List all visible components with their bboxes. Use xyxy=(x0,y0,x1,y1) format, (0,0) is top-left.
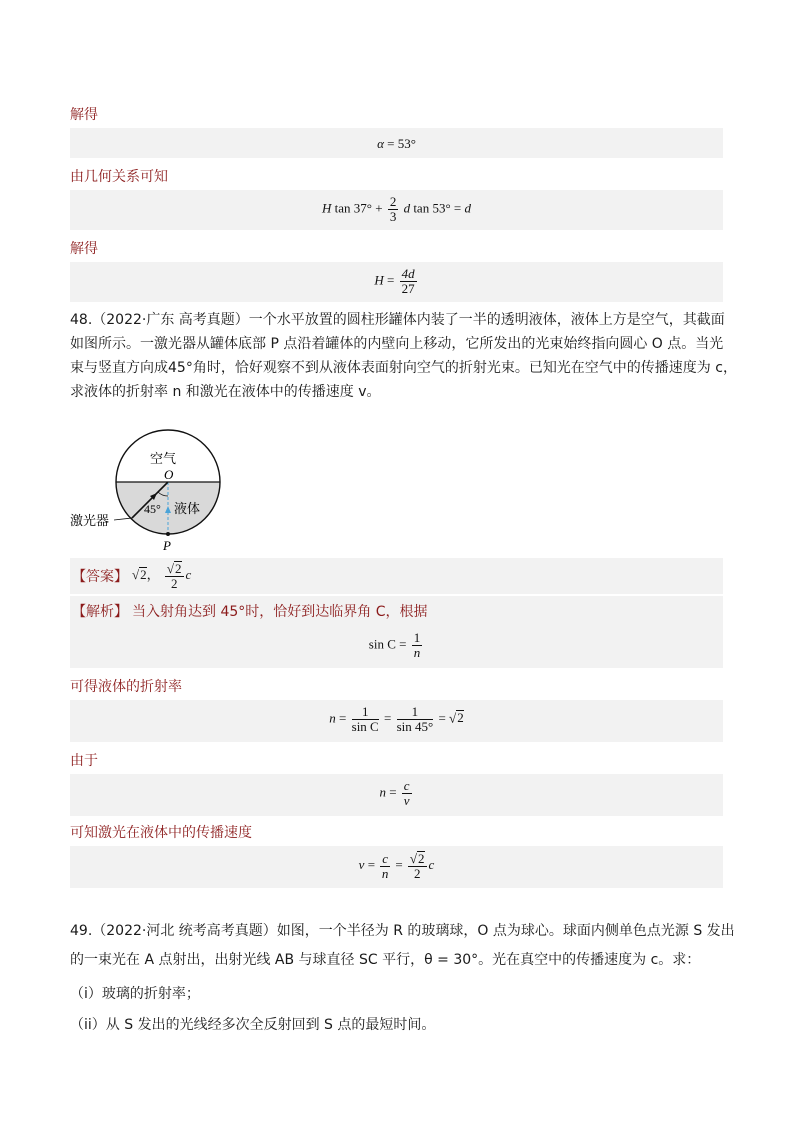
fraction xyxy=(412,631,423,660)
equation-band xyxy=(70,846,723,888)
eq-term: tan 37° xyxy=(334,200,372,216)
eq-sign: = xyxy=(387,272,395,288)
sqrt-content: 2 xyxy=(457,710,464,726)
equation-band xyxy=(70,774,723,816)
analysis-text: 当入射角达到 45°时，恰好到达临界角 C，根据 xyxy=(132,604,428,620)
label-air: 空气 xyxy=(150,452,177,467)
label-refractive-index: 可得液体的折射率 xyxy=(70,679,182,695)
equation-n: n = $\frac{1}{\text{sin C}}$ = $\frac{1}{\sin 45^\circ}$ = √2 xyxy=(329,704,464,734)
sqrt-content: 2 xyxy=(175,561,182,576)
label-angle: 45° xyxy=(144,502,161,516)
numerator: 2 xyxy=(389,194,397,209)
point-P-dot xyxy=(166,532,170,536)
equation-n-c-v xyxy=(70,779,723,808)
q48-line-1: 48.（2022·广东 高考真题）一个水平放置的圆柱形罐体内装了一半的透明液体，液体上方是空气，其截面 xyxy=(70,312,725,328)
q48-line-4: 求液体的折射率 n 和激光在液体中的传播速度 v。 xyxy=(70,384,381,400)
denominator: 2 xyxy=(170,576,178,591)
separator: ， xyxy=(146,566,160,582)
equation-band xyxy=(70,190,723,230)
fraction xyxy=(352,705,379,734)
eq-sign: + xyxy=(375,200,383,216)
eq-sign: = xyxy=(453,200,462,216)
equation-H xyxy=(70,267,723,296)
equation-v xyxy=(70,851,723,881)
numerator: c xyxy=(382,850,389,866)
eq-sign: = xyxy=(438,710,446,726)
q49-line-2: 的一束光在 A 点射出，出射光线 AB 与球直径 SC 平行，θ = 30°。光在真空中的传播速度为 c。求： xyxy=(70,952,701,968)
equation-band xyxy=(70,700,723,742)
denominator: v xyxy=(403,793,410,808)
eq-term: n xyxy=(379,784,386,800)
q48-line-2: 如图所示。一激光器从罐体底部 P 点沿着罐体的内壁向上移动，它所发出的光束始终指向圆心 O 点。当光 xyxy=(70,336,724,352)
equation-band xyxy=(70,626,723,668)
denominator: 27 xyxy=(401,281,415,296)
fraction xyxy=(402,779,412,808)
sqrt-content: 2 xyxy=(418,851,425,866)
equation-band xyxy=(70,128,723,158)
eq-term: n xyxy=(329,710,336,726)
fraction: $\frac{√2}{2}$ xyxy=(166,561,182,591)
answer-label: 【答案】 xyxy=(72,569,128,585)
fraction xyxy=(380,852,390,881)
answer-band xyxy=(70,558,723,594)
tank-cross-section-figure xyxy=(70,412,240,557)
eq-term: v xyxy=(358,856,365,872)
numerator: c xyxy=(403,778,410,793)
label-speed: 可知激光在液体中的传播速度 xyxy=(70,825,252,841)
q49-part-1: （i）玻璃的折射率； xyxy=(70,986,200,1002)
eq-term: 53° xyxy=(397,136,416,151)
laser-pointer-line xyxy=(114,518,132,520)
equation-geometry xyxy=(70,195,723,224)
eq-sign: = xyxy=(399,636,407,652)
answer-value: √2， $\frac{√2}{2}$ c xyxy=(132,561,192,591)
q49-line-1: 49.（2022·河北 统考高考真题）如图，一个半径为 R 的玻璃球，O 点为球心。球面内侧单色点光源 S 发出 xyxy=(70,923,735,939)
label-geometry: 由几何关系可知 xyxy=(70,169,168,185)
eq-term: c xyxy=(428,856,435,872)
eq-term: d xyxy=(464,200,471,216)
fraction xyxy=(400,267,417,296)
q49-part-2: （ii）从 S 发出的光线经多次全反射回到 S 点的最短时间。 xyxy=(70,1017,436,1033)
eq-term: tan 53° xyxy=(413,200,451,216)
denominator: sin C xyxy=(351,719,379,734)
eq-term: d xyxy=(403,200,411,216)
label-O: O xyxy=(164,467,174,482)
numerator: 4d xyxy=(401,266,415,281)
analysis-band xyxy=(70,596,723,626)
denominator: 3 xyxy=(389,209,397,224)
eq-term: H xyxy=(374,272,384,288)
numerator: 1 xyxy=(413,630,421,645)
label-since: 由于 xyxy=(70,753,98,769)
fraction xyxy=(388,195,399,224)
label-P: P xyxy=(163,538,171,553)
q48-line-3: 束与竖直方向成45°角时，恰好观察不到从液体表面射向空气的折射光束。已知光在空气中的传播速度为 c， xyxy=(70,360,737,376)
equation-alpha xyxy=(70,136,723,152)
eq-sign: = xyxy=(387,136,395,151)
eq-sign: = xyxy=(395,856,403,872)
eq-term: α xyxy=(377,136,384,151)
label-jiede-2: 解得 xyxy=(70,241,98,257)
eq-sign: = xyxy=(383,710,392,726)
eq-sign: = xyxy=(339,710,347,726)
eq-term: c xyxy=(185,566,192,582)
numerator: 1 xyxy=(352,705,379,720)
denominator: n xyxy=(381,865,389,881)
label-laser: 激光器 xyxy=(70,514,110,529)
denominator: sin 45° xyxy=(396,719,434,734)
label-liquid: 液体 xyxy=(174,502,201,517)
eq-sign: = xyxy=(389,784,397,800)
equation-band xyxy=(70,262,723,302)
fraction xyxy=(397,705,434,734)
sqrt-content: 2 xyxy=(140,566,147,582)
label-jiede-1: 解得 xyxy=(70,107,98,123)
fraction: $\frac{√2}{2}$ xyxy=(409,851,425,881)
equation-sinC xyxy=(70,631,723,660)
eq-term: sin C xyxy=(368,636,396,652)
denominator: n xyxy=(413,645,421,660)
denominator: 2 xyxy=(413,866,421,881)
eq-sign: = xyxy=(367,856,376,872)
analysis-label: 【解析】 xyxy=(72,604,128,620)
numerator: 1 xyxy=(397,705,434,720)
eq-term: H xyxy=(321,200,332,216)
